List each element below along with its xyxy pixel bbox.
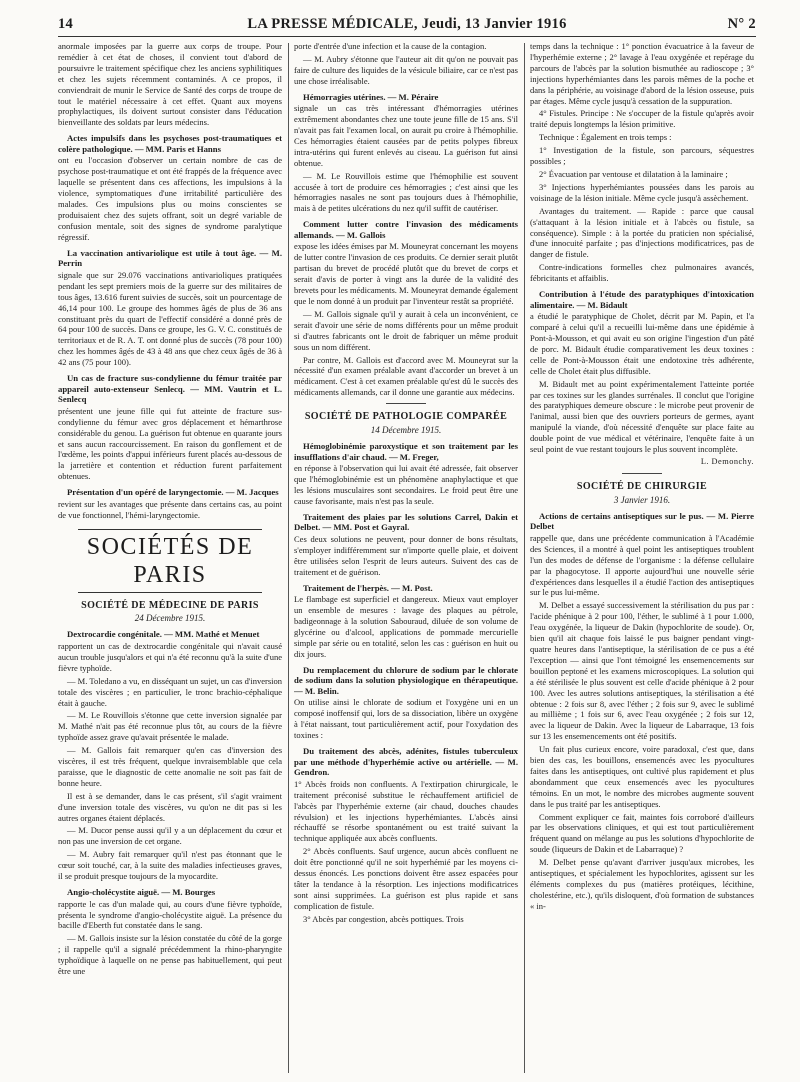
paragraph: — M. Le Rouvillois estime que l'hémophilie est souvent accusée à tort de produire ces hémorragies ; c'est ainsi que les hémorragies nasales ne sont pas toujours dues à l'hémophilie, mais à de petites ulcérations du nez qu'il suffit de cautériser. [294,170,518,214]
divider [622,473,662,474]
paragraph: signale que sur 29.076 vaccinations antivarioliques pratiquées pendant les sept premiers mois de la guerre sur des militaires de tous âges, 13.616 furent suivies de succès, soit un pourcentage de 46,14 pour 100. Le groupe des hommes âgés de plus de 36 ans constituant près du quart de l'effectif considéré a donné près de 64 pour 100 de succès. Dans ce groupe, les G. V. C. constitués de territoriaux et de R. A. T. ont donné plus de succès (78 pour 100) chez les hommes âgés de 43 à 48 ans que chez ceux âgés de 36 à 42 ans (75 pour 100). [58,269,282,368]
society-name: SOCIÉTÉ DE MÉDECINE DE PARIS [81,599,259,611]
paragraph: M. Delbet pense qu'avant d'arriver jusqu'aux microbes, les antiseptiques, et spécialement les hypochlorites, agissent sur les éléments complexes du pus (matières protéiques, lécithine, cholestérine, etc.), qu'ils disloquent, d'où formation de substances « in- [530,857,754,911]
section-heading: Hémorragies utérines. — M. Péraire [303,91,439,102]
section-heading: Présentation d'un opéré de laryngectomie. — M. Jacques [67,487,279,498]
section-heading: Actes impulsifs dans les psychoses post-traumatiques et colère pathologique. — MM. Paris et Hanns [58,133,282,154]
paragraph: On utilise ainsi le chlorate de sodium et l'oxygène uni en un composé inoffensif qui, lors de sa dissociation, libère un oxygène à l'état naissant, tout particulièrement actif, pour l'oxydation des toxines : [294,697,518,741]
paragraph: anormale imposées par la guerre aux corps de troupe. Pour remédier à cet état de choses, il convient tout d'abord de poursuivre le traitement spécifique chez les anciens syphilitiques et chez les sujets récemment contaminés. A ce propos, il conviendrait de munir le Service de Santé des corps de troupe de tout le matériel nécessaire à cet effet. Quant aux moyens prophylactiques, ils doivent surtout consister dans l'éducation bienveillante des soldats par leurs médecins. [58,41,282,128]
paragraph: Un fait plus curieux encore, voire paradoxal, c'est que, dans bien des cas, les bouillons, ensemencés avec les pyocultures faites dans les antiseptiques, ont cultivé plus rapidement et plus abondamment que ceux ensemencés avec les pyocultures témoins. En un mot, le nombre des microbes augmente souvent dans le pus traité par les antiseptiques. [530,744,754,809]
paragraph: Le flambage est superficiel et dangereux. Mieux vaut employer un ensemble de mesures : lavage des plaques au pétrole, badigeonnage à la solution Sabouraud, diluée de son volume de glycérine ou d'alcool, applications de pommade mercurielle simple par série ou en totalité, selon les cas : guérison en huit ou dix jours. [294,594,518,659]
column-3 [530,41,754,1077]
section-heading: Un cas de fracture sus-condylienne du fémur traitée par appareil auto-extenseur Senlecq. — MM. Vautrin et L. Senlecq [58,373,282,405]
paragraph: Avantages du traitement. — Rapide : parce que causal (s'attaquant à la lésion initiale et à l'abcès ou fistule, sa conséquence). Simple : à la portée du praticien non spécialisé, d'une innocuité parfaite ; pas d'injections modificatrices, pas de danger de fistule. [530,205,754,260]
column-2 [294,41,518,1077]
issue-number: N° 2 [727,15,756,32]
paragraph: M. Delbet a essayé successivement la stérilisation du pus par : l'acide phénique à 2 pour 100, l'éther, le sublimé à 1 pour 1.000, l'eau oxygénée, la liqueur de Dakin (hypochlorite de soude). Or, bien qu'il ait chaque fois laissé le pus baigner pendant vingt-quatre heures dans l'antiseptique, la stérilisation de ce pus a été l'exception — ainsi que l'ont témoigné les ensemencements sur bouillon peptoné et les examens microscopiques. La solution qui a été stérilisée le plus souvent est celle d'acide phénique à 2 pour 100. Avec les autres solutions antiseptiques, la stérilisation a été obtenue : 2 fois sur 8, avec l'éther ; 2 fois sur 9, avec le sublimé au millième ; 1 fois sur 6, avec l'eau oxygénée ; 2 fois sur 12, avec la liqueur de Dakin. Avec la liqueur de Labarraque, 13 fois sur 13 les ensemencements ont été positifs. [530,600,754,742]
paragraph: 1° Investigation de la fistule, son parcours, séquestres possibles ; [530,145,754,167]
author-signature: L. Demonchy. [700,457,754,466]
section-heading: Actions de certains antiseptiques sur le pus. — M. Pierre Delbet [530,510,754,532]
paragraph: expose les idées émises par M. Mouneyrat concernant les moyens de lutter contre l'invasion de ces produits. Ce dernier serait plutôt partisan du brevet de procédé plutôt que du brevet de corps et serait d'avis de porter à vingt ans la durée de la validité des brevets pour les médicaments. M. Mouneyrat demande également que le nom donné à un produit par l'inventeur restât sa propriété. [294,241,518,306]
column-1 [58,41,282,1077]
article-columns [58,41,756,1077]
paragraph: Technique : Également en trois temps : [539,132,672,143]
paragraph: Il est à se demander, dans le cas présent, s'il s'agit vraiment d'une inversion totale des viscères, vu qu'on ne dit pas si les autres organes étaient déplacés. [58,790,282,823]
paragraph: — M. Aubry s'étonne que l'auteur ait dit qu'on ne pouvait pas faire de culture des liquides de la vésicule biliaire, car ce n'est pas une chose irréalisable. [294,53,518,86]
society-name: SOCIÉTÉ DE CHIRURGIE [576,480,708,492]
section-heading: Du remplacement du chlorure de sodium par le chlorate de sodium dans la solution physiologique en thérapeutique. — M. Belin. [294,664,518,696]
paragraph: — M. Ducor pense aussi qu'il y a un déplacement du cœur et non pas une inversion de cet organe. [58,825,282,847]
header-rule [58,36,756,37]
journal-title: LA PRESSE MÉDICALE, Jeudi, 13 Janvier 1916 [247,15,567,32]
paragraph: — M. Aubry fait remarquer qu'il n'est pas étonnant que le cœur soit touché, car, à la suite des maladies infectieuses graves, il se produit presque toujours de la myocardite. [58,849,282,882]
paragraph: 2° Abcès confluents. Sauf urgence, aucun abcès confluent ne doit être ponctionné qu'il ne soit hyperhémié par les moyens ci-dessus énoncés. Les ponctions doivent être assez espacées pour tâter la tendance à la résorption. Les injections modificatrices sont ainsi supprimées. La guérison est plus rapide et sans complication de fistule. [294,846,518,911]
section-heading: Traitement des plaies par les solutions Carrel, Dakin et Delbet. — MM. Post et Gayral. [294,511,518,533]
paragraph: Ces deux solutions ne peuvent, pour donner de bons résultats, s'employer indifféremment sur n'importe quelle plaie, et doivent être utilisées selon l'esprit de leurs auteurs. Suivent des cas de traitement et de guérison. [294,533,518,577]
page-header [58,14,756,34]
page-number: 14 [58,15,74,32]
column-divider [288,43,289,1073]
section-heading: Du traitement des abcès, adénites, fistules tuberculeux par une méthode d'hyperhémie active ou artérielle. — M. Gendron. [294,746,518,778]
section-heading: Traitement de l'herpès. — M. Post. [303,582,433,593]
section-heading: Angio-cholécystite aiguë. — M. Bourges [67,887,216,897]
paragraph: a étudié le paratyphique de Cholet, décrit par M. Papin, et l'a comparé à celui qu'il a recueilli lui-même dans une épidémie à Pont-à-Mousson, et qui avait eu son origine l'ingestion d'un pâté de porc. M. Bidault étudie comparativement les deux toxines : celle de Pont-à-Mousson était une endotoxine très adhérente, celle de Cholet était plus diffusible. [530,311,754,376]
column-divider [524,43,525,1073]
paragraph: — M. Gallois signale qu'il y aurait à cela un inconvénient, ce serait d'avoir une série de noms différents pour un même produit si d'autres fabricants ont le droit de fabriquer un même produit sous un nom différent. [294,308,518,352]
section-heading: Hémoglobinémie paroxystique et son traitement par les insufflations d'air chaud. — M. Freger, [294,440,518,462]
paragraph: présentent une jeune fille qui fut atteinte de fracture sus-condylienne du fémur avec gros déplacement et hémarthrose considérable du genou. La guérison fut obtenue en quarante jours et sans aucun raccourcissement. En raison du gonflement et de l'œdème, les points d'appui inférieurs furent placés au-dessous de la jarretière et contention et réduction furent parfaitement obtenues. [58,405,282,482]
paragraph: temps dans la technique : 1° ponction évacuatrice à la faveur de l'hyperhémie externe ; 2° lavage à l'eau oxygénée et repérage du parcours de l'abcès par la solution bismuthée au radioscope ; 3° injections hyperhémiantes dans les parois mêmes de la poche et dans la périphérie, au voisinage d'abord de la lésion osseuse, puis par étages. Même cycle jusqu'à cessation de la suppuration. [530,41,754,106]
paragraph: porte d'entrée d'une infection et la cause de la contagion. [294,41,487,51]
section-heading: Comment lutter contre l'invasion des médicaments allemands. — M. Gallois [294,219,518,240]
paragraph: Par contre, M. Gallois est d'accord avec M. Mouneyrat sur la nécessité d'un examen préalable avant d'accorder un brevet à un médicament. C'est à cet examen préalable qu'est dû le succès des médicaments allemands, car il donne une garantie aux médecins. [294,354,518,398]
section-heading: Contribution à l'étude des paratyphiques d'intoxication alimentaire. — M. Bidault [530,289,754,310]
society-date: 24 Décembre 1915. [134,613,206,624]
paragraph: 1° Abcès froids non confluents. A l'extirpation chirurgicale, le traitement préconisé substitue le réchauffement artificiel de l'abcès par l'hyperhémie externe (air chaud, douches chaudes révulsion) et les injections hyperhémiantes. L'abcès ainsi réchauffé se résorbe spontanément ou est traité suivant la technique appliquée aux abcès confluents. [294,778,518,844]
paragraph: rappelle que, dans une précédente communication à l'Académie des Sciences, il a montré à quel point les antiseptiques troublent l'un des modes de défense de l'organisme : la défense cellulaire par la phagocytose. Il apporte aujourd'hui une nouvelle série d'expériences dans lesquelles il a étudié l'action des antiseptiques sur le pus lui-même. [530,532,754,598]
paragraph: — M. Gallois fait remarquer qu'en cas d'inversion des viscères, il est très fréquent, quelque invraisemblable que cela paraisse, que le diagnostic de cette anomalie ne soit pas fait de bonne heure. [58,745,282,788]
paragraph: revient sur les avantages que présente dans certains cas, au point de vue fonctionnel, l'hémi-laryngectomie. [58,498,282,520]
paragraph: en réponse à l'observation qui lui avait été adressée, fait observer que l'hémoglobinémie est un phénomène anaphylactique et que les lésions musculaires sont secondaires. Le froid peut être une cause favorisante, mais n'est pas la seule. [294,463,518,506]
paragraph: Comment expliquer ce fait, maintes fois corroboré d'ailleurs par les observations cliniques, et qui est tout particulièrement fréquent quand on mélange au pus les solutions d'hypochlorite de soude (liqueurs de Dakin et de Labarraque) ? [530,811,754,855]
paragraph: 4° Fistules. Principe : Ne s'occuper de la fistule qu'après avoir traité depuis longtemps la lésion primitive. [530,108,754,130]
paragraph: ont eu l'occasion d'observer un certain nombre de cas de psychose post-traumatique et ont été frappés de la fréquence avec laquelle se présentent dans ces affections, les impulsions à la violence, symptomatiques d'une irritabilité particulière des malades. Ces impulsions plus ou moins conscientes se produisaient chez des sujets offrant, soit un degré variable de confusion mentale, soit des signes de syndrome paralytique régressif. [58,155,282,242]
section-banner-title: SOCIÉTÉS DE PARIS [58,529,282,593]
paragraph: 3° Abcès par congestion, abcès pottiques. Trois [303,913,464,924]
society-date: 14 Décembre 1915. [370,425,442,436]
society-date: 3 Janvier 1916. [613,494,671,505]
paragraph: Contre-indications formelles chez pulmonaires avancés, fébricitants et affaiblis. [530,262,754,284]
paragraph: rapportent un cas de dextrocardie congénitale qui n'avait causé aucun trouble jusqu'alors et qui n'a été reconnu qu'à la suite d'une fièvre typhoïde. [58,640,282,673]
paragraph: — M. Gallois insiste sur la lésion constatée du côté de la gorge ; il rappelle qu'il a signalé précédemment la rhino-pharyngite typhoïdique à laquelle on ne pense pas habituellement, qui peut être une [58,933,282,977]
divider [386,403,426,404]
paragraph: — M. Le Rouvillois s'étonne que cette inversion signalée par M. Mathé n'ait pas été reconnue plus tôt, au cours de la fièvre typhoïde assez grave qu'avait présentée le malade. [58,710,282,743]
society-name: SOCIÉTÉ DE PATHOLOGIE COMPARÉE [304,411,508,423]
section-heading: Dextrocardie congénitale. — MM. Mathé et Menuet [67,629,260,640]
paragraph: 2° Évacuation par ventouse et dilatation à la laminaire ; [539,168,728,179]
paragraph: 3° Injections hyperhémiantes poussées dans les parois au voisinage de la lésion initiale. Même cycle jusqu'à assèchement. [530,181,754,203]
paragraph: rapporte le cas d'un malade qui, au cours d'une fièvre typhoïde, présenta le syndrome d'angio-cholécystite aiguë. La présence du bacille d'Eberth fut constatée dans le sang. [58,898,282,931]
section-heading: La vaccination antivariolique est utile à tout âge. — M. Perrin [58,247,282,269]
paragraph: signale un cas très intéressant d'hémorragies utérines extrêmement abondantes chez une toute jeune fille de 15 ans. S'il n'avait pas fait l'examen local, on aurait pu croire à l'hémophilie. Ces hémorragies étaient causées par de petits polypes fibreux intra-utérins qui furent enlevés au ciseau. La guérison fut ainsi obtenue. [294,103,518,168]
paragraph: — M. Toledano a vu, en disséquant un sujet, un cas d'inversion totale des viscères ; en particulier, le tronc brachio-céphalique était à gauche. [58,675,282,708]
paragraph: M. Bidault met au point expérimentalement l'atteinte portée par ces toxines sur les glandes surrénales. Il conclut que l'origine des paratyphiques demeure obscure : le microbe peut provenir de l'animal, aussi bien que des ouvriers porteurs de germes, ayant manipulé la viande, d'où nécessité d'enquête sur place faite au double point de vue médical et vétérinaire, l'enquête faite à un seul point de vue restant toujours le plus souvent incomplète. [530,378,754,455]
